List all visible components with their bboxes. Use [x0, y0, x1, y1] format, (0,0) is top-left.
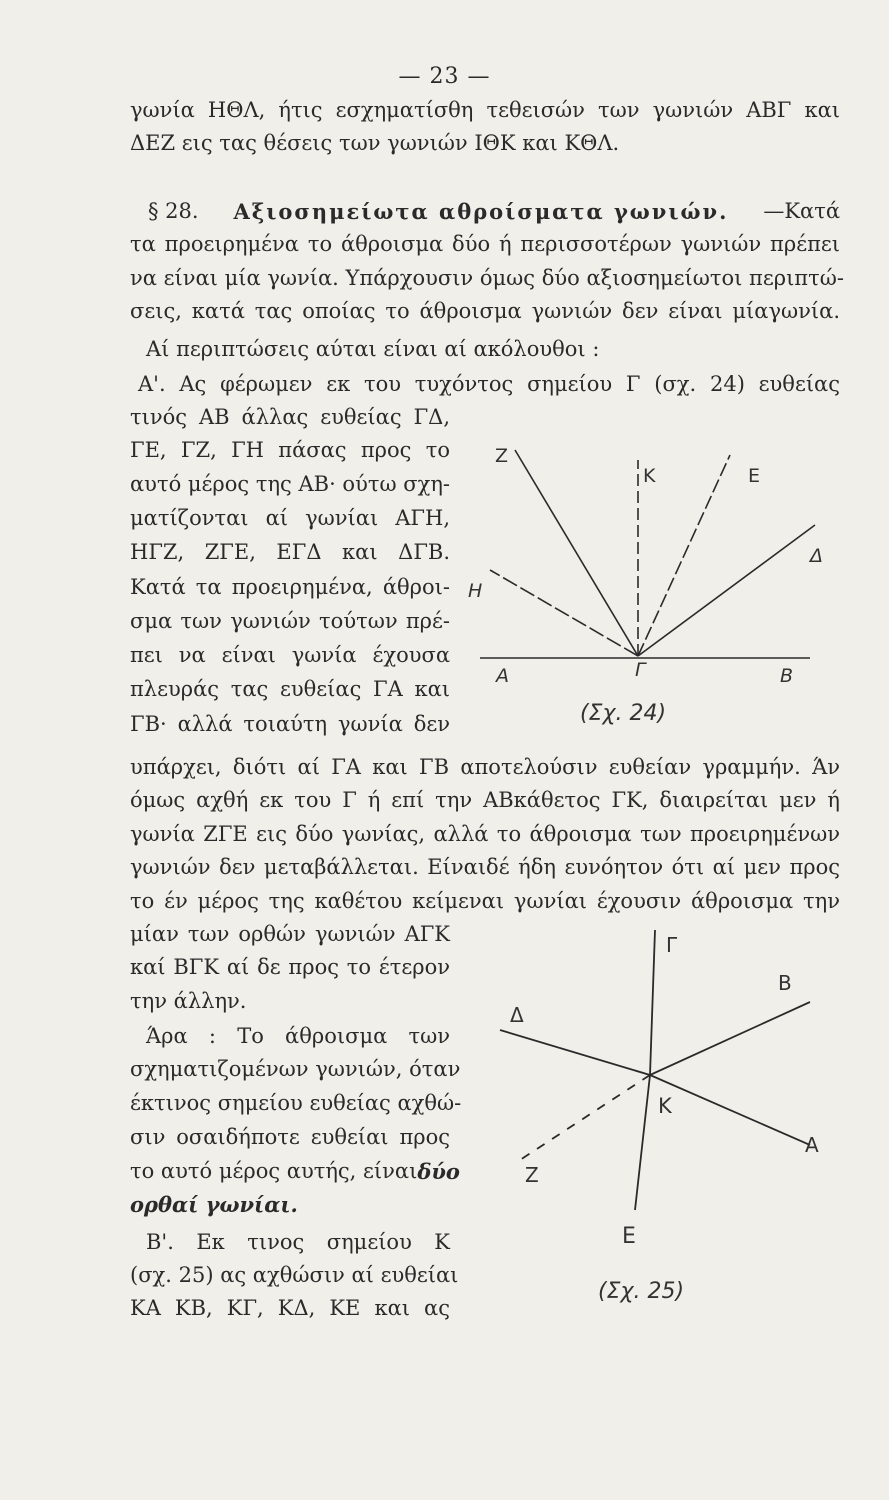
line-KD: [500, 1030, 650, 1075]
text-line: ΓΒ· αλλά τοιαύτη γωνία δεν: [130, 712, 450, 736]
label-H: H: [468, 580, 483, 602]
text-line: σμα των γωνιών τούτων πρέ-: [130, 609, 450, 633]
text-line: έκτινος σημείου ευθείας αχθώ-: [130, 1091, 462, 1115]
text-line: ΗΓΖ, ΖΓΕ, ΕΓΔ και ΔΓΒ.: [130, 540, 450, 564]
text-line: όμως αχθή εκ του Γ ή επί την ΑΒκάθετος ΓΚ, διαιρείται μεν ή: [130, 788, 840, 812]
figure-25: [480, 920, 860, 1320]
case-b-line: Β'. Εκ τινος σημείου Κ: [146, 1230, 450, 1254]
cases-intro: Αί περιπτώσεις αύται είναι αί ακόλουθοι :: [146, 337, 600, 361]
text-line: να είναι μία γωνία. Υπάρχουσιν όμως δύο αξιοσημείωτοι περιπτώ-: [130, 266, 844, 290]
text-line: σιν οσαιδήποτε ευθείαι προς: [130, 1125, 450, 1149]
label-E: E: [748, 465, 761, 487]
conclusion-line: [130, 1159, 460, 1184]
text-line: ΚΑ ΚΒ, ΚΓ, ΚΔ, ΚΕ και ας: [130, 1296, 450, 1320]
line-GZ: [515, 450, 638, 656]
conclusion-bold-line: ορθαί γωνίαι.: [130, 1192, 298, 1217]
text-line: υπάρχει, διότι αί ΓΑ και ΓΒ αποτελούσιν ευθείαν γραμμήν. Άν: [130, 755, 840, 779]
figure-24-caption: (Σχ. 24): [580, 701, 667, 726]
label-K: K: [643, 465, 656, 487]
figure-25-caption: (Σχ. 25): [598, 1279, 685, 1304]
text-line: γωνιών δεν μεταβάλλεται. Είναιδέ ήδη ευνόητον ότι αί μεν προς: [130, 855, 840, 879]
section-heading-line: [148, 201, 840, 222]
ara-line: Άρα : Το άθροισμα των: [146, 1024, 450, 1048]
line-KG: [650, 930, 655, 1075]
text-line: σχηματιζομένων γωνιών, όταν: [130, 1057, 461, 1081]
conclusion-text: το αυτό μέρος αυτής, είναι: [130, 1159, 418, 1183]
text-line: γωνία ΖΓΕ εις δύο γωνίας, αλλά το άθροισμα των προειρημένων: [130, 822, 840, 846]
line-KA: [650, 1075, 810, 1145]
line-KZ: [520, 1075, 650, 1160]
line-GH: [490, 570, 638, 656]
text-line: το έν μέρος της καθέτου κείμεναι γωνίαι έχουσιν άθροισμα την: [130, 889, 840, 913]
label-Z: Z: [525, 1163, 539, 1187]
label-G: Γ: [635, 659, 646, 681]
text-line: ματίζονται αί γωνίαι ΑΓΗ,: [130, 506, 450, 530]
line-GD: [638, 525, 815, 656]
text-line: πλευράς τας ευθείας ΓΑ και: [130, 677, 450, 701]
label-A: A: [805, 1133, 819, 1157]
line-KE: [635, 1075, 650, 1210]
text-line: την άλλην.: [130, 989, 247, 1013]
text-line: καί ΒΓΚ αί δε προς το έτερον: [130, 955, 450, 979]
label-E: E: [622, 1224, 636, 1249]
label-D: Δ: [810, 545, 823, 567]
figure-24: [460, 420, 860, 745]
text-line: ΔΕΖ εις τας θέσεις των γωνιών ΙΘΚ και ΚΘΛ.: [130, 131, 620, 155]
label-Z: Z: [495, 445, 509, 467]
text-line: αυτό μέρος της ΑΒ· ούτω σχη-: [130, 472, 450, 496]
text-line: ΓΕ, ΓΖ, ΓΗ πάσας προς το: [130, 438, 450, 462]
page-number: — 23 —: [398, 64, 491, 89]
section-heading-rest: —Κατά: [763, 199, 840, 223]
label-A: A: [496, 665, 509, 687]
text-line: (σχ. 25) ας αχθώσιν αί ευθείαι: [130, 1263, 459, 1287]
text-line: τα προειρημένα το άθροισμα δύο ή περισσοτέρων γωνιών πρέπει: [130, 232, 840, 256]
label-K: K: [658, 1094, 672, 1118]
line-KB: [650, 1002, 810, 1075]
text-line: γωνία ΗΘΛ, ήτις εσχηματίσθη τεθεισών των γωνιών ΑΒΓ και: [130, 98, 840, 122]
label-B: B: [778, 971, 792, 995]
text-line: τινός ΑΒ άλλας ευθείας ΓΔ,: [130, 405, 450, 429]
conclusion-bold: δύο: [417, 1159, 460, 1184]
text-line: μίαν των ορθών γωνιών ΑΓΚ: [130, 922, 450, 946]
section-number: § 28.: [148, 199, 199, 223]
text-line: σεις, κατά τας οποίας το άθροισμα γωνιών δεν είναι μίαγωνία.: [130, 299, 840, 323]
text-line: πει να είναι γωνία έχουσα: [130, 643, 450, 667]
section-heading: Αξιοσημείωτα αθροίσματα γωνιών.: [233, 199, 729, 224]
label-D: Δ: [510, 1003, 524, 1027]
case-a-line: Α'. Ας φέρωμεν εκ του τυχόντος σημείου Γ (σχ. 24) ευθείας: [138, 372, 840, 396]
text-line: Κατά τα προειρημένα, άθροι-: [130, 575, 450, 599]
label-B: Β: [780, 665, 794, 687]
label-G: Γ: [666, 933, 678, 957]
